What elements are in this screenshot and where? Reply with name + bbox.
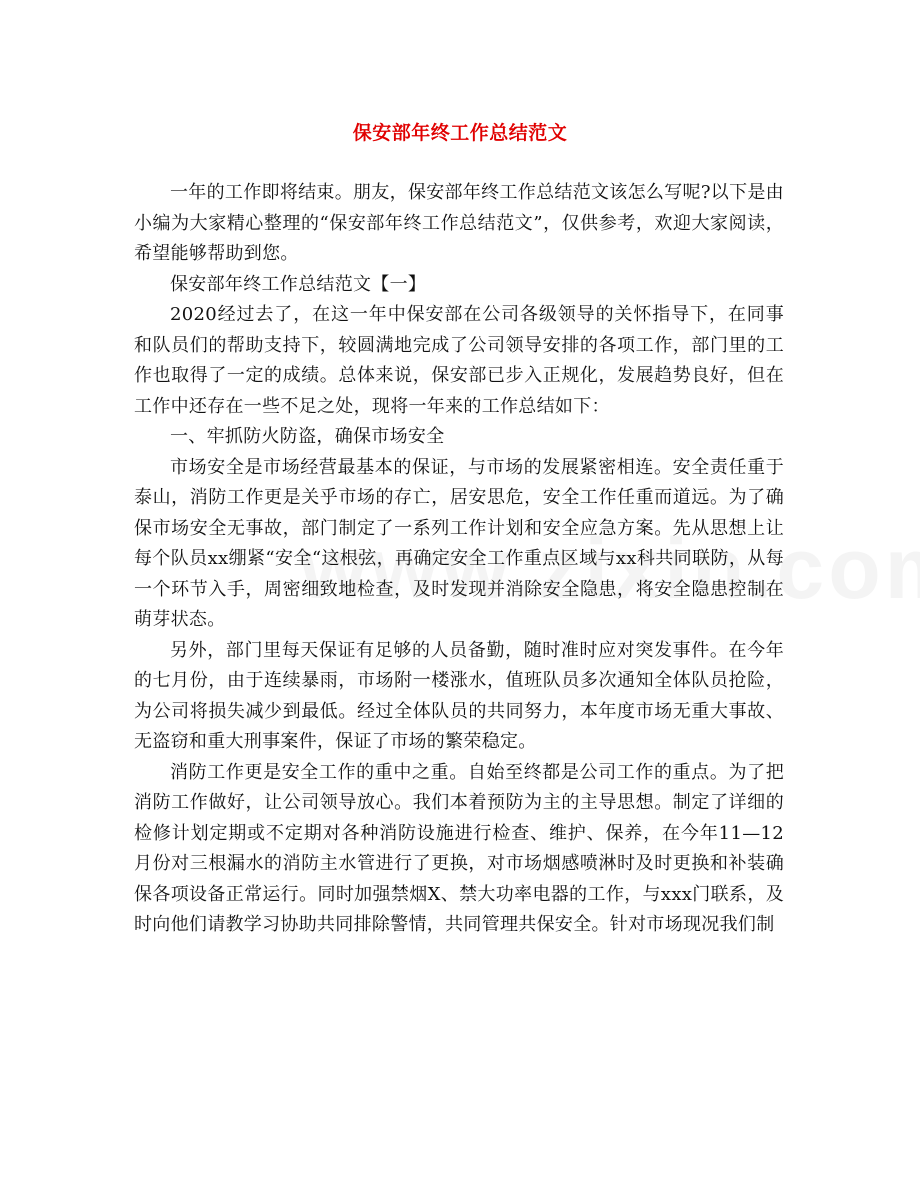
paragraph-overview: 2020经过去了，在这一年中保安部在公司各级领导的关怀指导下，在同事和队员们的帮助支持下，较圆满地完成了公司领导安排的各项工作，部门里的工作也取得了一定的成绩。总体来说，保安部已步入正规化，发展趋势良好，但在工作中还存在一些不足之处，现将一年来的工作总结如下：: [134, 304, 784, 417]
document-title: 保安部年终工作总结范文: [352, 122, 568, 144]
paragraph-section-heading: 保安部年终工作总结范文【一】: [170, 273, 427, 295]
document-body: [134, 178, 784, 941]
paragraph-market-safety: 市场安全是市场经营最基本的保证，与市场的发展紧密相连。安全责任重于泰山，消防工作更是关乎市场的存亡，居安思危，安全工作任重而道远。为了确保市场安全无事故，部门制定了一系列工作计划和安全应急方案。先从思想上让每个队员xx绷紧“安全“这根弦，再确定安全工作重点区域与xx科共同联防，从每一个环节入手，周密细致地检查，及时发现并消除安全隐患，将安全隐患控制在萌芽状态。: [134, 456, 784, 630]
paragraph-fire-safety: 消防工作更是安全工作的重中之重。自始至终都是公司工作的重点。为了把消防工作做好，让公司领导放心。我们本着预防为主的主导思想。制定了详细的检修计划定期或不定期对各种消防设施进行检查、维护、保养，在今年11—12月份对三根漏水的消防主水管进行了更换，对市场烟感喷淋时及时更换和补装确保各项设备正常运行。同时加强禁烟X、禁大功率电器的工作，与xxx门联系，及时向他们请教学习协助共同排除警情，共同管理共保安全。针对市场现况我们制: [134, 761, 784, 935]
paragraph-emergency: 另外，部门里每天保证有足够的人员备勤，随时准时应对突发事件。在今年的七月份，由于连续暴雨，市场附一楼涨水，值班队员多次通知全体队员抢险，为公司将损失减少到最低。经过全体队员的共同努力，本年度市场无重大事故、无盗窃和重大刑事案件，保证了市场的繁荣稳定。: [134, 639, 784, 752]
paragraph-intro: 一年的工作即将结束。朋友，保安部年终工作总结范文该怎么写呢?以下是由小编为大家精心整理的“保安部年终工作总结范文”，仅供参考，欢迎大家阅读，希望能够帮助到您。: [134, 182, 784, 264]
paragraph-subheading: 一、牢抓防火防盗，确保市场安全: [170, 426, 445, 447]
